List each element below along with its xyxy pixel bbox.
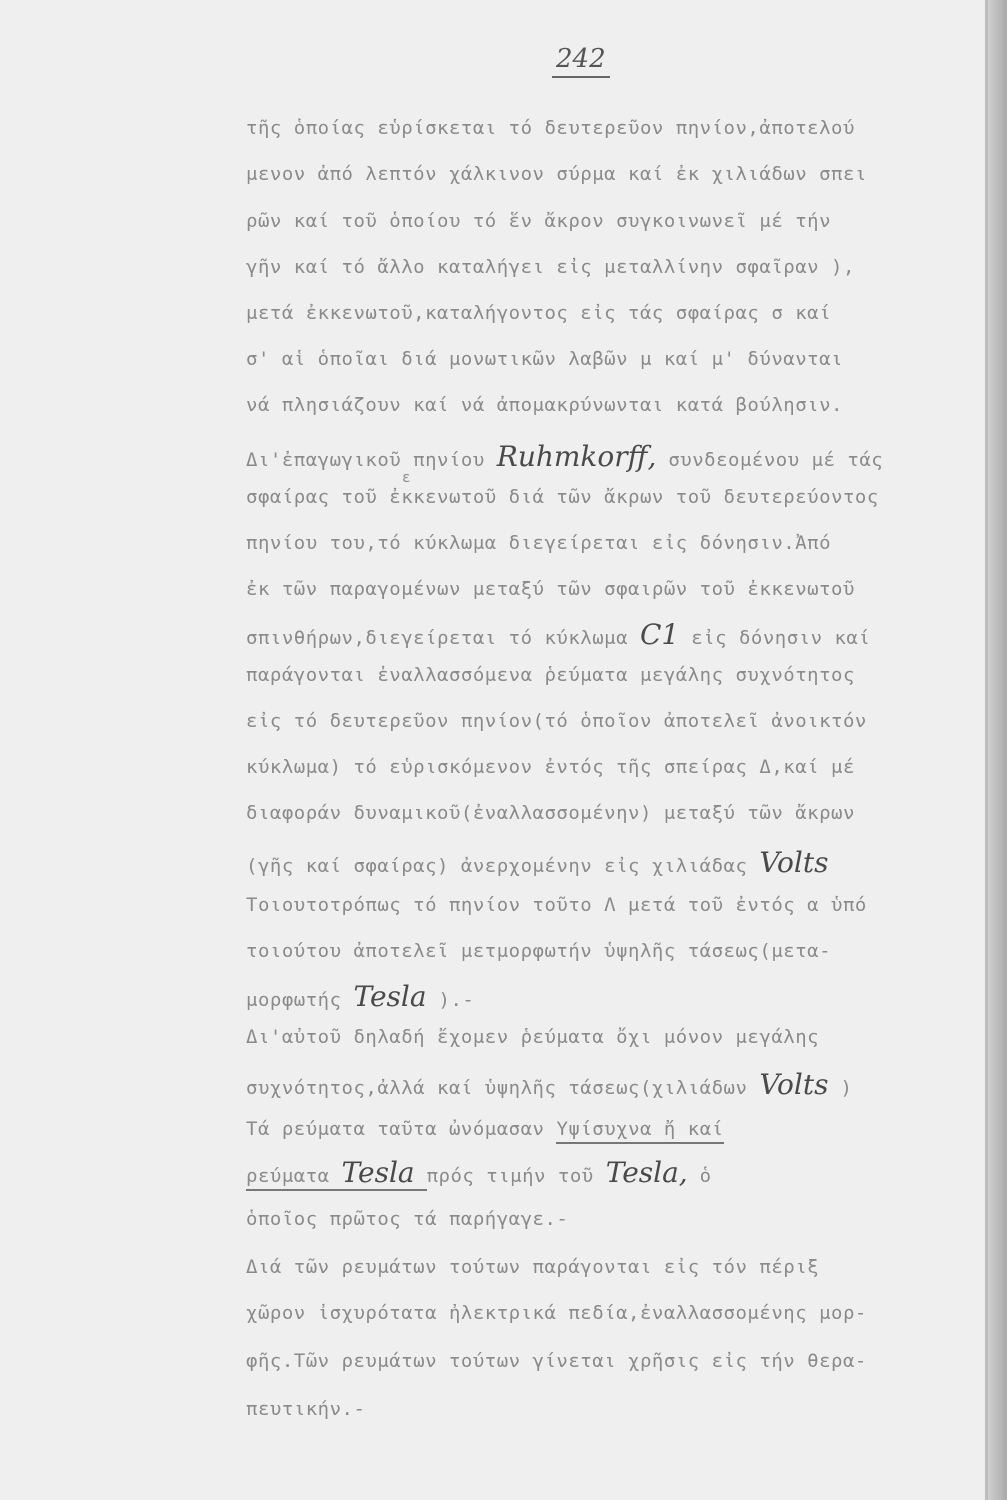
text-line bbox=[246, 846, 828, 879]
handwritten-insert: C1 bbox=[640, 618, 680, 651]
handwritten-insert: Volts bbox=[759, 1068, 829, 1101]
text-line: εἰς τό δευτερεῦον πηνίον(τό ὁποῖον ἀποτελεῖ ἀνοικτόν bbox=[246, 710, 867, 732]
text-line: ὁποῖος πρῶτος τά παρήγαγε.- bbox=[246, 1208, 569, 1230]
handwritten-insert: Tesla bbox=[353, 980, 427, 1013]
text-segment: (γῆς καί σφαίρας) ἀνερχομένην εἰς χιλιάδας bbox=[246, 855, 748, 877]
text-line bbox=[246, 1068, 852, 1101]
text-segment: ).- bbox=[438, 989, 475, 1011]
text-line: Διά τῶν ρευμάτων τούτων παράγονται εἰς τόν πέριξ bbox=[246, 1256, 820, 1278]
text-line: ρῶν καί τοῦ ὁποίου τό ἕν ἄκρον συγκοινωνεῖ μέ τήν bbox=[246, 210, 832, 232]
text-line: νά πλησιάζουν καί νά ἀπομακρύνωνται κατά βούλησιν. bbox=[246, 394, 843, 416]
text-line: τοιούτου ἀποτελεῖ μετμορφωτήν ὑψηλῆς τάσεως(μετα- bbox=[246, 940, 832, 962]
text-segment: ρεύματα bbox=[246, 1165, 330, 1187]
underlined-term: Υψίσυχνα ἤ καί bbox=[556, 1118, 723, 1144]
text-line: κύκλωμα) τό εὑρισκόμενον ἐντός τῆς σπείρας Δ,καί μέ bbox=[246, 756, 855, 778]
text-line: μενον ἀπό λεπτόν χάλκινον σύρμα καί ἐκ χιλιάδων σπει bbox=[246, 163, 867, 185]
text-segment: ) bbox=[840, 1077, 853, 1099]
text-line: γῆν καί τό ἄλλο καταλήγει εἰς μεταλλίνην σφαῖραν ), bbox=[246, 256, 855, 278]
text-line: μετά ἐκκενωτοῦ,καταλήγοντος εἰς τάς σφαίρας σ καί bbox=[246, 302, 832, 324]
text-line: σ' αἱ ὁποῖαι διά μονωτικῶν λαβῶν μ καί μ' δύνανται bbox=[246, 348, 843, 370]
text-segment: ὁ bbox=[699, 1165, 712, 1187]
text-line: χῶρον ἰσχυρότατα ἠλεκτρικά πεδία,ἐναλλασσομένης μορ- bbox=[246, 1302, 867, 1324]
text-segment: σπινθήρων,διεγείρεται τό κύκλωμα bbox=[246, 627, 629, 649]
handwritten-insert: Tesla, bbox=[605, 1156, 688, 1189]
text-segment: Δι'ἐπαγωγικοῦ πηνίου bbox=[246, 449, 485, 471]
page-edge bbox=[988, 0, 1007, 1500]
text-line: τῆς ὁποίας εὑρίσκεται τό δευτερεῦον πηνίον,ἀποτελού bbox=[246, 117, 855, 139]
text-segment: συνδεομένου μέ τάς bbox=[668, 449, 884, 471]
handwritten-insert: Volts bbox=[759, 846, 829, 879]
text-line: πηνίου του,τό κύκλωμα διεγείρεται εἰς δόνησιν.Ἀπό bbox=[246, 532, 832, 554]
text-line: παράγονται ἐναλλασσόμενα ῥεύματα μεγάλης συχνότητος bbox=[246, 664, 855, 686]
text-line bbox=[246, 1156, 712, 1189]
text-segment: συχνότητος,ἀλλά καί ὑψηλῆς τάσεως(χιλιάδων bbox=[246, 1077, 748, 1099]
text-line: Δι'αὐτοῦ δηλαδή ἔχομεν ῥεύματα ὄχι μόνον μεγάλης bbox=[246, 1026, 820, 1048]
handwritten-insert: Ruhmkorff, bbox=[496, 440, 657, 473]
underlined-term bbox=[246, 1156, 427, 1191]
text-line: σφαίρας τοῦ ἐκκενωτοῦ διά τῶν ἄκρων τοῦ δευτερεύοντος bbox=[246, 486, 879, 508]
text-line bbox=[246, 440, 883, 473]
text-line bbox=[246, 1118, 724, 1140]
text-line: πευτικήν.- bbox=[246, 1398, 366, 1420]
text-line: διαφοράν δυναμικοῦ(ἐναλλασσομένην) μεταξύ τῶν ἄκρων bbox=[246, 802, 855, 824]
page-number: 242 bbox=[552, 44, 610, 78]
text-line bbox=[246, 980, 474, 1013]
text-segment: μορφωτής bbox=[246, 989, 342, 1011]
text-line: ἐκ τῶν παραγομένων μεταξύ τῶν σφαιρῶν τοῦ ἐκκενωτοῦ bbox=[246, 578, 855, 600]
text-line bbox=[246, 618, 870, 651]
text-segment: εἰς δόνησιν καί bbox=[691, 627, 871, 649]
text-line: Τοιουτοτρόπως τό πηνίον τοῦτο Λ μετά τοῦ ἐντός α ὑπό bbox=[246, 894, 867, 916]
text-line: φῆς.Τῶν ρευμάτων τούτων γίνεται χρῆσις εἰς τήν θερα- bbox=[246, 1350, 867, 1372]
superscript-insert: ε bbox=[402, 470, 411, 486]
text-segment: Τά ρεύματα ταῦτα ὠνόμασαν bbox=[246, 1118, 545, 1140]
handwritten-insert: Tesla bbox=[341, 1156, 415, 1189]
text-segment: πρός τιμήν τοῦ bbox=[426, 1165, 594, 1187]
